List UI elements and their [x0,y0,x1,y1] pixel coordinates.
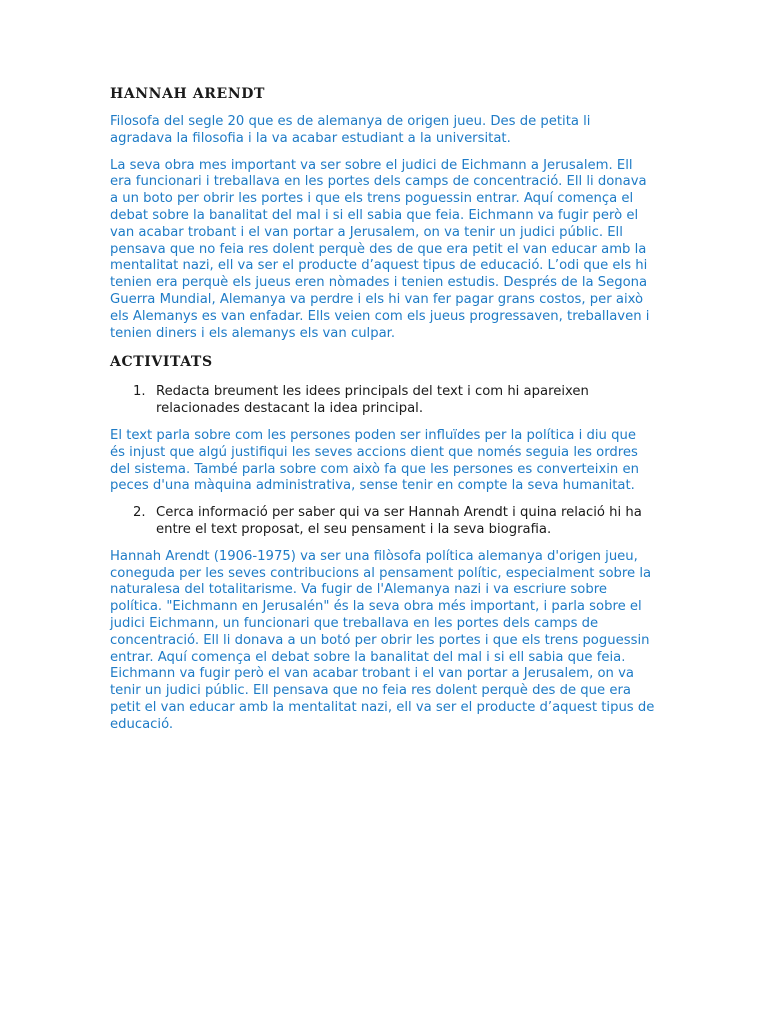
document-title: HANNAH ARENDT [110,86,265,102]
activity-number-2: 2. [133,505,146,521]
intro-paragraph-1: Filosofa del segle 20 que es de alemanya de origen jueu. Des de petita li agradava la filosofia i la va acabar estudiant a la universitat. [110,114,591,146]
activity-number-1: 1. [133,384,146,400]
activity-answer-1: El text parla sobre com les persones poden ser influïdes per la política i diu que és injust que algú justifiqui les seves accions dient que només seguia les ordres del sistema. També parla sobre com això fa que les persones es converteixin en peces d'una màquina administrativa, sense tenir en compte la seva humanitat. [110,427,639,494]
activities-title: ACTIVITATS [110,354,213,371]
activity-question-text-2: Cerca informació per saber qui va ser Hannah Arendt i quina relació hi ha entre el text proposat, el seu pensament i la seva biografia. [156,505,642,537]
activity-question-text-1: Redacta breument les idees principals del text i com hi apareixen relacionades destacant la idea principal. [156,384,589,417]
activity-question-2 [110,505,655,539]
activity-answer-2: Hannah Arendt (1906-1975) va ser una filòsofa política alemanya d'origen jueu, coneguda per les seves contribucions al pensament polític, especialment sobre la naturalesa del totalitarisme. Va fugir de l'Alemanya nazi i va escriure sobre política. "Eichmann en Jerusalén" és la seva obra més important, i parla sobre el judici Eichmann, un funcionari que treballava en les portes dels camps de concentració. Ell li donava a un botó per obrir les portes i que els trens poguessin entrar. Aquí comença el debat sobre la banalitat del mal i si ell sabia que feia. Eichmann va fugir però el van acabar trobant i el van portar a Jerusalem, on va tenir un judici públic. Ell pensava que no feia res dolent perquè des de que era petit el van educar amb la mentalitat nazi, ell va ser el producte d’aquest tipus de educació. [110,548,655,732]
intro-paragraph-2: La seva obra mes important va ser sobre el judici de Eichmann a Jerusalem. Ell era funcionari i treballava en les portes dels camps de concentració. Ell li donava a un boto per obrir les portes i que els trens poguessin entrar. Aquí comença el debat sobre la banalitat del mal i si ell sabia que feia. Eichmann va fugir però el van acabar trobant i el van portar a Jerusalem, on va tenir un judici públic. Ell pensava que no feia res dolent perquè des de que era petit el van educar amb la mentalitat nazi, ell va ser el producte d’aquest tipus de educació. L’odi que els hi tenien era perquè els jueus eren nòmades i tenien estudis. Després de la Segona Guerra Mundial, Alemanya va perdre i els hi van fer pagar grans costos, per això els Alemanys es van enfadar. Ells veien com els jueus progressaven, treballaven i tenien diners i els alemanys els van culpar. [110,157,650,341]
document-page [110,84,655,744]
activity-question-1 [110,384,655,418]
